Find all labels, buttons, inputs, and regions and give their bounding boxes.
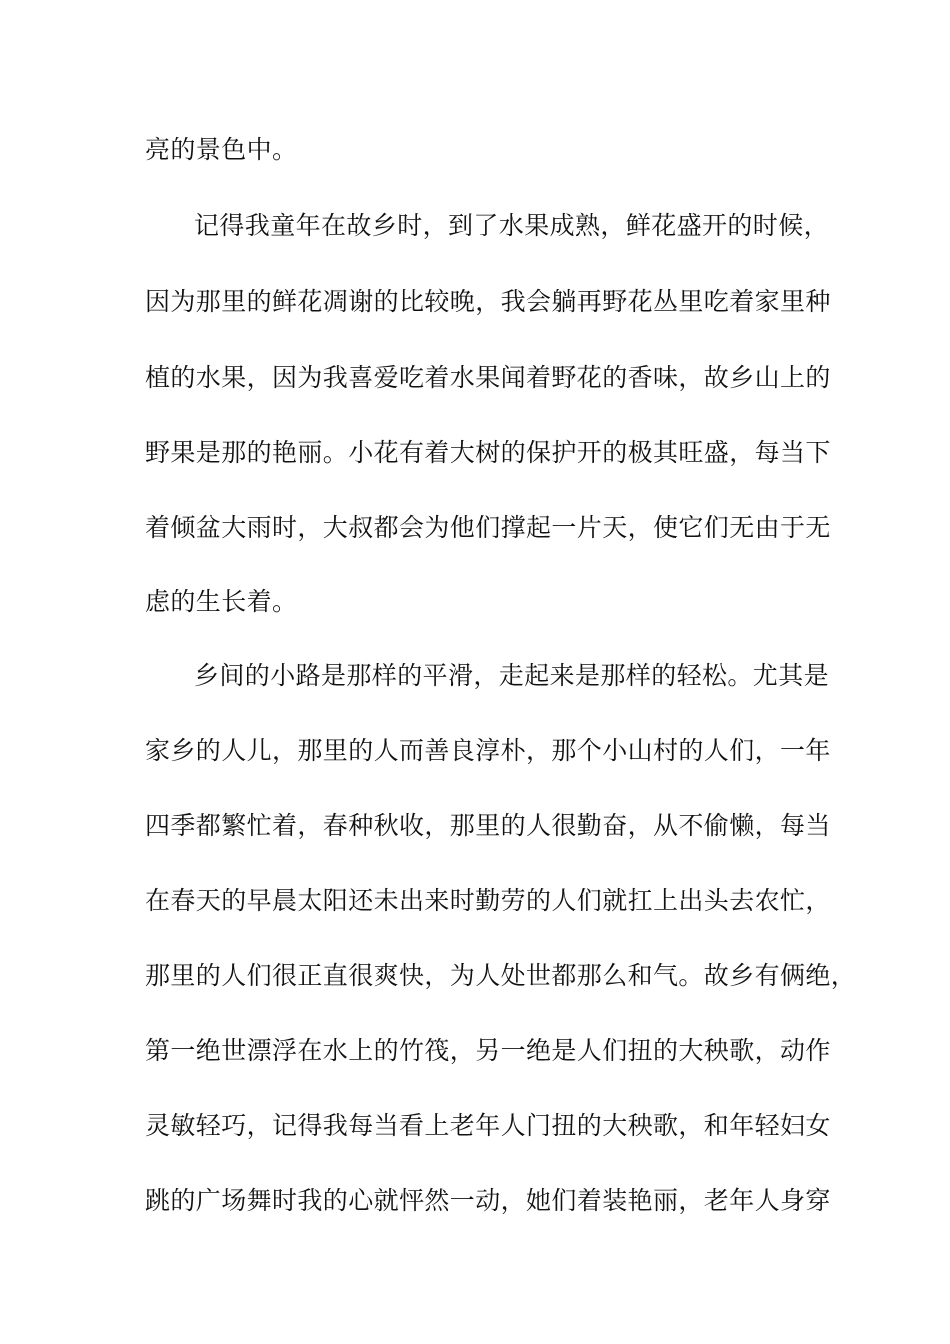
text-line: 亮的景色中。 (145, 135, 298, 164)
text-line: 在春天的早晨太阳还未出来时勤劳的人们就扛上出头去农忙， (145, 886, 831, 915)
text-line: 灵敏轻巧，记得我每当看上老年人门扭的大秧歌，和年轻妇女 (145, 1111, 831, 1140)
text-line: 第一绝世漂浮在水上的竹筏，另一绝是人们扭的大秧歌，动作 (145, 1036, 831, 1065)
paragraph-first-line: 乡间的小路是那样的平滑，走起来是那样的轻松。尤其是 (194, 661, 830, 690)
text-line: 虑的生长着。 (145, 587, 298, 616)
text-line: 家乡的人儿，那里的人而善良淳朴，那个小山村的人们，一年 (145, 736, 831, 765)
text-line: 跳的广场舞时我的心就怦然一动，她们着装艳丽，老年人身穿 (145, 1186, 831, 1215)
paragraph-first-line: 记得我童年在故乡时，到了水果成熟，鲜花盛开的时候， (194, 211, 830, 240)
text-line: 因为那里的鲜花凋谢的比较晚，我会躺再野花丛里吃着家里种 (145, 287, 831, 316)
text-line: 着倾盆大雨时，大叔都会为他们撑起一片天，使它们无由于无 (145, 513, 831, 542)
text-line: 那里的人们很正直很爽快，为人处世都那么和气。故乡有俩绝， (145, 961, 857, 990)
text-line: 四季都繁忙着，春种秋收，那里的人很勤奋，从不偷懒，每当 (145, 811, 831, 840)
text-line: 植的水果，因为我喜爱吃着水果闻着野花的香味，故乡山上的 (145, 363, 831, 392)
text-line: 野果是那的艳丽。小花有着大树的保护开的极其旺盛，每当下 (145, 438, 831, 467)
